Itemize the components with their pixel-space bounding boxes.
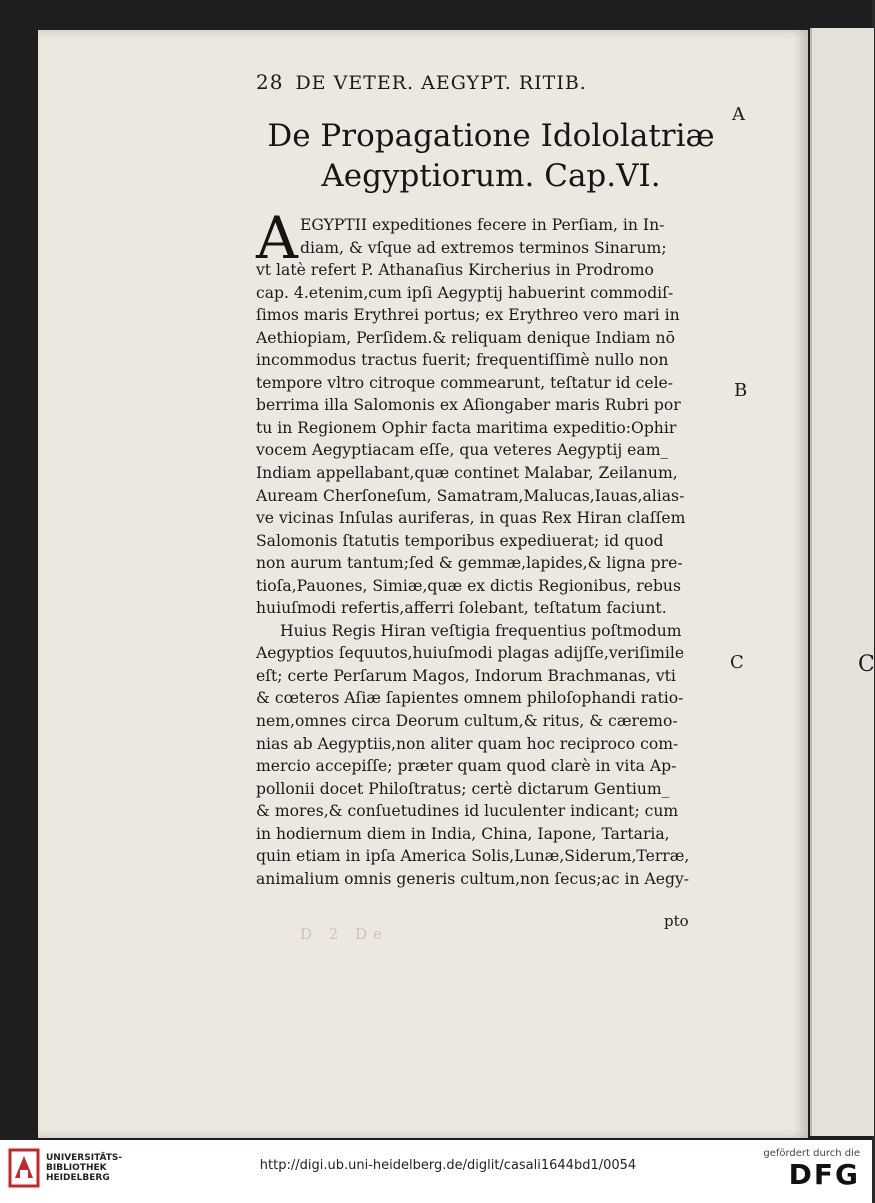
margin-letter-a: A xyxy=(732,104,745,125)
text-line: & mores,& conſuetudines id luculenter indicant; cum xyxy=(256,802,679,821)
text-line: Indiam appellabant,quæ continet Malabar, Zeilanum, xyxy=(256,464,678,483)
chapter-title-line: Aegyptiorum. Cap.VI. xyxy=(321,158,661,194)
dfg-logo: DFG xyxy=(788,1158,860,1191)
text-line: Aegyptios ſequutos,huiuſmodi plagas adijſſe,veriſimile xyxy=(256,644,685,663)
text-line: tu in Regionem Ophir facta maritima expeditio:Ophir xyxy=(256,418,677,437)
margin-letter-c: C xyxy=(730,652,744,673)
chapter-title-line: De Propagatione Idololatriæ xyxy=(267,118,715,154)
margin-letter-b: B xyxy=(734,380,748,401)
text-line: Huius Regis Hiran veſtigia frequentius poſtmodum xyxy=(280,621,682,640)
text-line: ſimos maris Erythrei portus; ex Erythreo vero mari in xyxy=(256,306,680,325)
text-line: tioſa,Pauones, Simiæ,quæ ex dictis Regionibus, rebus xyxy=(256,576,681,595)
funding-credit[interactable] xyxy=(763,1148,860,1191)
library-name: UNIVERSITÄTS- BIBLIOTHEK HEIDELBERG xyxy=(46,1153,123,1183)
text-line: & cœteros Aſiæ ſapientes omnem philoſophandi ratio- xyxy=(256,689,684,708)
permalink-url[interactable]: http://digi.ub.uni-heidelberg.de/diglit/casali1644bd1/0054 xyxy=(259,1158,637,1173)
running-header xyxy=(256,70,636,94)
text-line: tempore vltro citroque commearunt, teſtatur id cele- xyxy=(256,373,674,392)
text-line: berrima illa Salomonis ex Aſiongaber maris Rubri por xyxy=(256,396,681,415)
text-line: ve vicinas Inſulas auriferas, in quas Rex Hiran claſſem xyxy=(256,509,686,528)
text-line: nem,omnes circa Deorum cultum,& ritus, & cæremo- xyxy=(256,712,678,731)
next-page-edge-letter: C xyxy=(858,652,875,677)
text-line: huiuſmodi refertis,afferri ſolebant, teſtatum faciunt. xyxy=(256,599,667,618)
text-line: Salomonis ſtatutis temporibus expediuerat; id quod xyxy=(256,531,664,550)
text-line: Auream Cherſoneſum, Samatram,Malucas,Iauas,alias- xyxy=(256,486,685,505)
text-line: cap. 4.etenim,cum ipſi Aegyptij habuerint commodiſ- xyxy=(256,283,674,302)
text-line: animalium omnis generis cultum,non ſecus;ac in Aegy- xyxy=(256,869,690,888)
next-page-edge xyxy=(810,28,874,1136)
text-line: diam, & vſque ad extremos terminos Sinarum; xyxy=(300,238,667,257)
text-line: mercio accepiſſe; præter quam quod clarè in vita Ap- xyxy=(256,757,677,776)
text-line: EGYPTII expeditiones fecere in Perſiam, in In- xyxy=(300,216,665,234)
running-head: DE VETER. AEGYPT. RITIB. xyxy=(295,72,587,94)
text-line: quin etiam in ipſa America Solis,Lunæ,Siderum,Terræ, xyxy=(256,847,690,866)
text-line: pollonii docet Philoſtratus; certè dictarum Gentium_ xyxy=(256,779,670,798)
viewer-footer xyxy=(0,1140,872,1203)
text-line: non aurum tantum;ſed & gemmæ,lapides,& ligna pre- xyxy=(256,554,683,573)
text-line: vocem Aegyptiacam eſſe, qua veteres Aegyptij eam_ xyxy=(256,441,669,460)
text-line: vt latè refert P. Athanaſius Kircherius in Prodromo xyxy=(256,261,654,280)
funding-note: gefördert durch die xyxy=(763,1148,860,1159)
library-logo[interactable] xyxy=(8,1148,122,1188)
body-text xyxy=(256,204,734,890)
drop-cap: A xyxy=(256,204,298,272)
library-crest-icon xyxy=(8,1148,40,1188)
text-line: incommodus tractus fuerit; frequentiſſimè nullo non xyxy=(256,351,669,370)
text-line: Aethiopiam, Perſidem.& reliquam denique Indiam nō xyxy=(256,328,675,347)
text-line: nias ab Aegyptiis,non aliter quam hoc reciproco com- xyxy=(256,734,679,753)
chapter-title xyxy=(256,116,726,196)
catchword: pto xyxy=(664,912,689,930)
page-number: 28 xyxy=(256,70,284,94)
text-line: eſt; certe Perſarum Magos, Indorum Brachmanas, vti xyxy=(256,666,676,685)
text-line: in hodiernum diem in India, China, Iapone, Tartaria, xyxy=(256,824,670,843)
bleed-through-text: D 2 De xyxy=(300,925,389,943)
